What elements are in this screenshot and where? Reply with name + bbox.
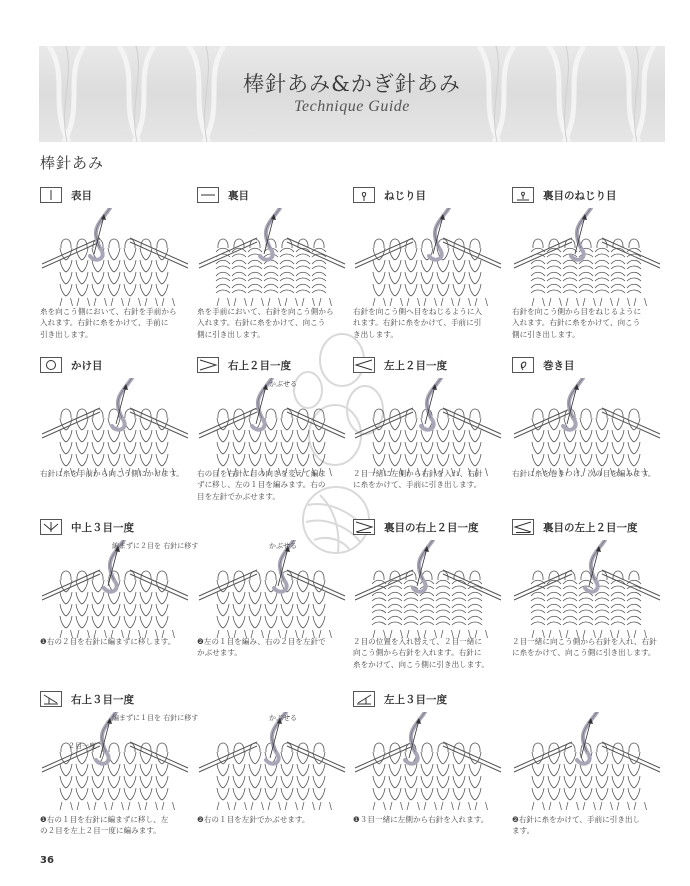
technique-label: 左上２目一度: [384, 359, 447, 372]
description-line: 引き出します。: [40, 329, 93, 339]
left-decrease-symbol-icon: [353, 357, 375, 373]
description-line: 入れます。右針に糸をかけて、手前に: [40, 318, 169, 328]
description-line: ２目一緒に左側から右針を入れ、右針: [353, 469, 483, 478]
twisted-knit-symbol-icon: [353, 187, 375, 203]
description-line: 糸をかけて、向こう側に引き出します。: [353, 659, 489, 669]
knitting-illustration: [512, 540, 662, 644]
stitch-annotation: 編まずに１目を 右針に移す: [112, 714, 199, 722]
technique-header: [512, 518, 638, 536]
purl-left-decrease-symbol-icon: [512, 519, 534, 535]
description-line: 糸を手前において、右針を向こう側から: [197, 307, 334, 316]
technique-label: 裏目のねじり目: [543, 189, 617, 202]
description-line: れます。右針に糸をかけて、手前に引: [353, 318, 482, 328]
stitch-annotation: かぶせる: [269, 380, 297, 388]
loop-cast-on-symbol-icon: [512, 357, 534, 373]
description-line: 右針を向こう側から目をねじるように: [512, 307, 642, 316]
yarn-over-symbol-icon: [40, 357, 62, 373]
knitting-illustration: [40, 540, 190, 644]
technique-description: [197, 306, 347, 340]
knitting-illustration: [353, 378, 503, 482]
technique-label: 右上２目一度: [228, 359, 291, 372]
technique-description: [353, 306, 503, 340]
description-line: 入れます。右針に糸をかけて、向こう: [512, 318, 641, 328]
technique-header: [197, 356, 291, 374]
knitting-illustration: [353, 540, 503, 644]
technique-header: [40, 690, 134, 708]
technique-description: [40, 636, 190, 647]
description-line: ❶右の１目を右針に編まずに移し、左: [40, 815, 169, 824]
stitch-annotation: かぶせる: [269, 714, 297, 722]
technique-label: 右上３目一度: [71, 693, 134, 706]
page-title: 棒針あみ&かぎ針あみ: [243, 72, 461, 96]
technique-header: [512, 186, 617, 204]
center-double-decrease-symbol-icon: [40, 519, 62, 535]
knitting-illustration: [40, 378, 190, 482]
knitting-illustration: [40, 208, 190, 312]
technique-description: [512, 468, 662, 479]
technique-header: [40, 518, 134, 536]
knitting-illustration: [197, 208, 347, 312]
technique-description: [512, 636, 662, 659]
description-line: ❶右の２目を右針に編まずに移します。: [40, 637, 176, 646]
technique-description: [197, 814, 347, 825]
knit-symbol-icon: [40, 187, 62, 203]
description-line: 右の目を右針に目の向きを変えて編ま: [197, 469, 327, 478]
description-line: ❷左の１目を編み、右の２目を左針で: [197, 637, 326, 646]
technique-description: [40, 468, 190, 479]
description-line: 右針に糸を手前から向こう側にかけます。: [40, 469, 184, 478]
technique-description: [197, 636, 347, 659]
knitting-illustration: [512, 378, 662, 482]
description-line: ２目の位置を入れ替えて、２目一緒に: [353, 637, 482, 646]
technique-description: [197, 468, 347, 502]
description-line: ❶３目一緒に左側から右針を入れます。: [353, 815, 489, 824]
technique-label: 巻き目: [543, 359, 575, 372]
page-number: 36: [40, 855, 54, 866]
description-line: ずに移し、左の１目を編みます。右の: [197, 480, 326, 490]
knitting-illustration: [353, 208, 503, 312]
technique-label: 裏目の右上２目一度: [384, 521, 479, 534]
technique-description: [40, 814, 190, 837]
technique-header: [353, 356, 447, 374]
technique-label: 表目: [71, 189, 92, 202]
knitting-illustration: [197, 378, 347, 482]
knitting-illustration: [512, 712, 662, 816]
description-line: 入れます。右針に糸をかけて、向こう: [197, 318, 326, 328]
purl-right-decrease-symbol-icon: [353, 519, 375, 535]
technique-label: 裏目の左上２目一度: [543, 521, 638, 534]
technique-header: [353, 186, 426, 204]
purl-symbol-icon: [197, 187, 219, 203]
description-line: かぶせます。: [197, 648, 242, 658]
technique-header: [353, 690, 447, 708]
description-line: に糸をかけて、向こう側に引き出します。: [512, 648, 656, 658]
description-line: 目を左針でかぶせます。: [197, 491, 280, 501]
technique-label: 裏目: [228, 189, 249, 202]
knitting-illustration: [197, 540, 347, 644]
technique-label: 中上３目一度: [71, 521, 134, 534]
stitch-annotation: かぶせる: [269, 542, 297, 550]
right-decrease-symbol-icon: [197, 357, 219, 373]
description-line: 向こう側から右針を入れます。右針に: [353, 648, 482, 658]
description-line: 側に引き出します。: [197, 329, 265, 339]
technique-description: [353, 468, 503, 491]
knitting-illustration: [40, 712, 190, 816]
title-banner: [39, 46, 665, 142]
description-line: ます。: [512, 826, 535, 836]
page-subtitle: Technique Guide: [294, 98, 410, 115]
technique-description: [353, 814, 503, 825]
technique-description: [512, 306, 662, 340]
technique-header: [197, 186, 249, 204]
description-line: ２目一緒に向こう側から右針を入れ、右針: [512, 637, 657, 646]
technique-label: 左上３目一度: [384, 693, 447, 706]
description-line: 右針を向こう側へ目をねじるように入: [353, 307, 483, 316]
technique-description: [512, 814, 662, 837]
twisted-purl-symbol-icon: [512, 187, 534, 203]
knitting-illustration: [512, 208, 662, 312]
description-line: 糸を向こう側において、右針を手前から: [40, 307, 177, 316]
stitch-annotation: ２目一度: [68, 742, 96, 750]
technique-header: [353, 518, 479, 536]
knitting-illustration: [197, 712, 347, 816]
description-line: に糸をかけて、手前に引き出します。: [353, 480, 482, 490]
description-line: き出します。: [353, 329, 398, 339]
technique-label: ねじり目: [384, 189, 426, 202]
description-line: 右針に糸を巻きつけ、次の目を編みます。: [512, 469, 656, 478]
stitch-annotation: 編まずに２目を 右針に移す: [112, 542, 199, 550]
description-line: 側に引き出します。: [512, 329, 580, 339]
description-line: の２目を左上２目一度に編みます。: [40, 826, 161, 836]
right-double-decrease-symbol-icon: [40, 691, 62, 707]
technique-header: [512, 356, 575, 374]
section-title: 棒針あみ: [40, 154, 105, 172]
description-line: ❷右の１目を左針でかぶせます。: [197, 815, 310, 824]
technique-label: かけ目: [71, 359, 103, 372]
technique-header: [40, 186, 92, 204]
technique-description: [353, 636, 503, 670]
knitting-illustration: [353, 712, 503, 816]
left-double-decrease-symbol-icon: [353, 691, 375, 707]
description-line: ❷右針に糸をかけて、手前に引き出し: [512, 815, 641, 824]
technique-description: [40, 306, 190, 340]
technique-header: [40, 356, 103, 374]
